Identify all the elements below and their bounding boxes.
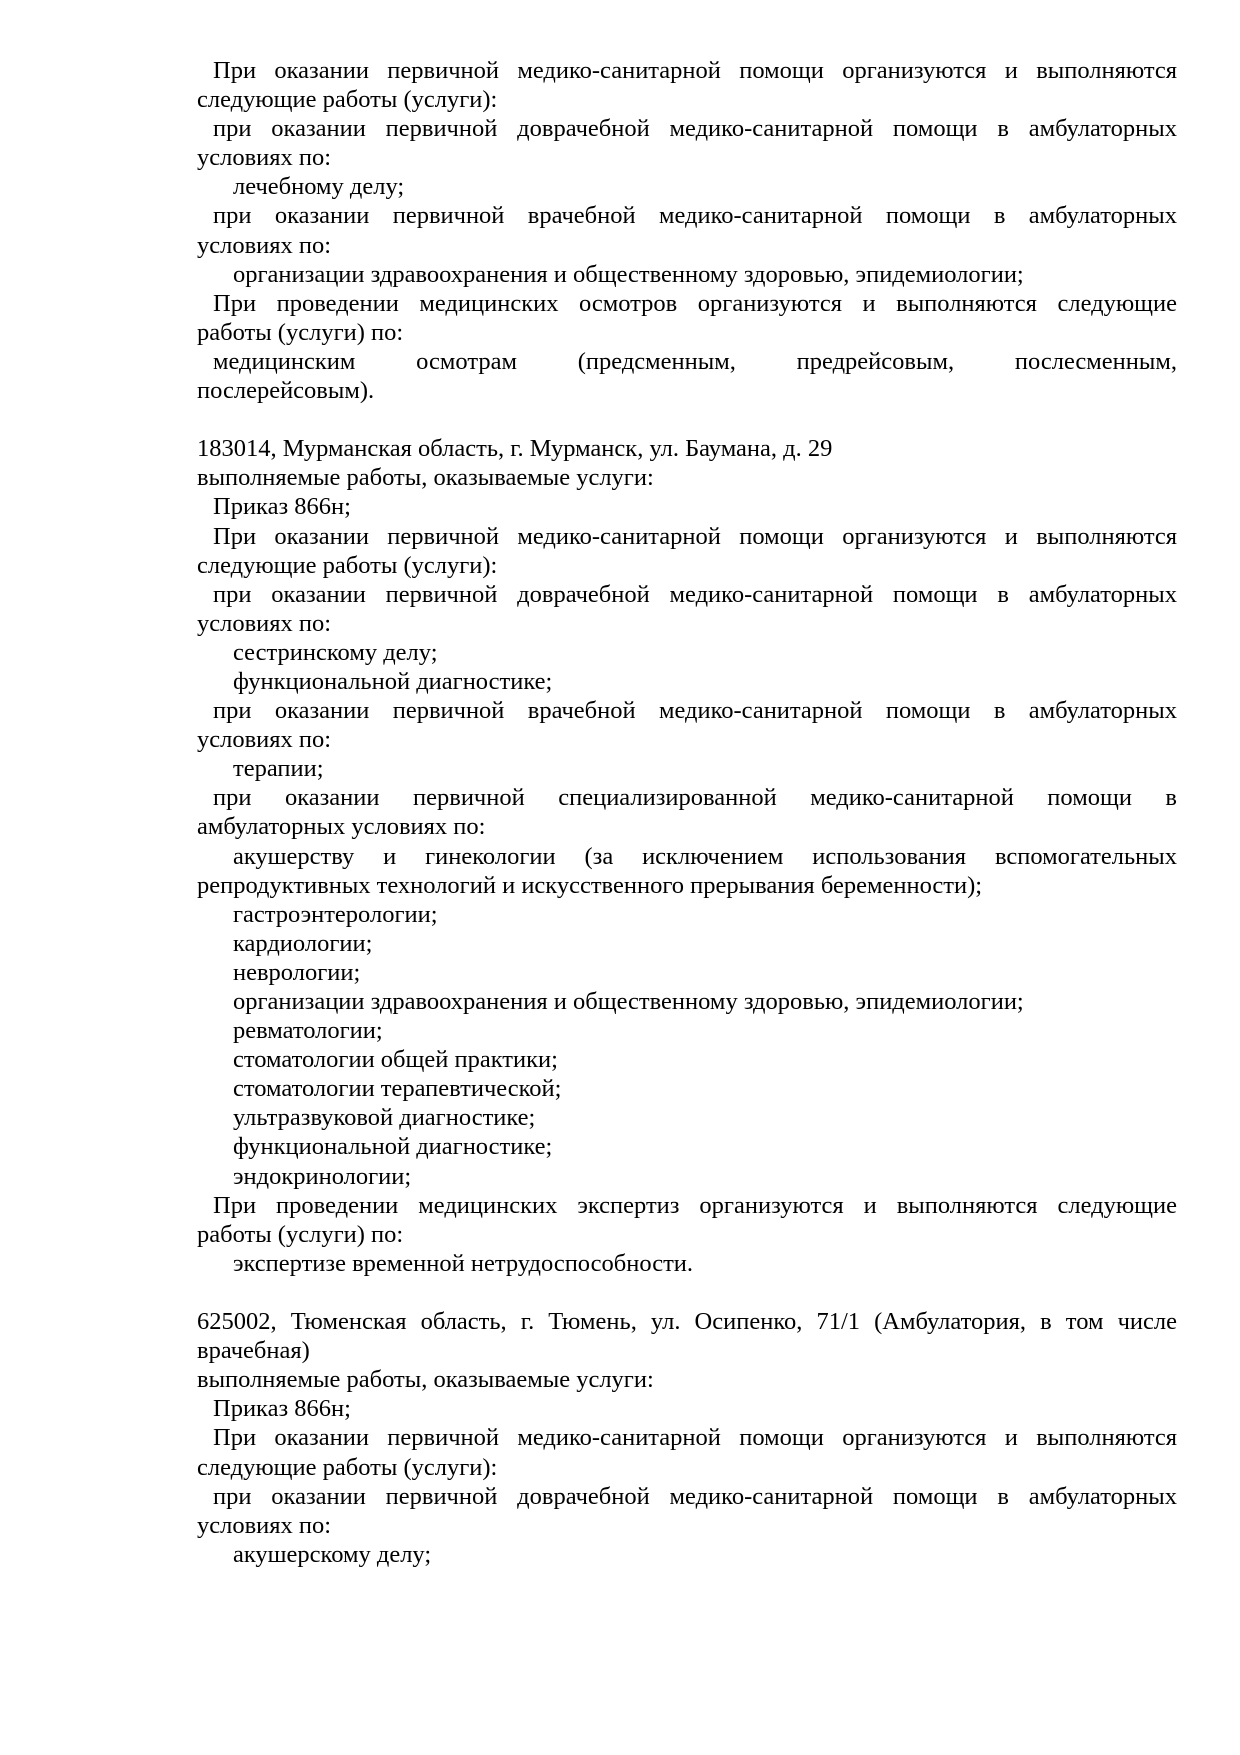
document-line: функциональной диагностике; xyxy=(233,1133,553,1161)
document-line: условиях по: xyxy=(197,726,332,754)
document-line: работы (услуги) по: xyxy=(197,1220,404,1248)
services-block-continued xyxy=(197,56,1177,405)
document-line: ревматологии; xyxy=(233,1017,383,1045)
document-line: функциональной диагностике; xyxy=(233,667,553,695)
document-line: условиях по: xyxy=(197,231,332,259)
document-line: врачебная) xyxy=(197,1337,310,1365)
document-line: условиях по: xyxy=(197,1511,332,1539)
document-line: при оказании первичной доврачебной медико-санитарной помощи в амбулаторных xyxy=(213,115,1177,143)
document-line: При оказании первичной медико-санитарной помощи организуются и выполняются xyxy=(213,57,1177,84)
document-line: работы (услуги) по: xyxy=(197,318,404,346)
document-line: 183014, Мурманская область, г. Мурманск, ул. Баумана, д. 29 xyxy=(197,435,833,463)
document-line: следующие работы (услуги): xyxy=(197,1453,498,1481)
document-line: медицинским осмотрам (предсменным, предрейсовым, послесменным, xyxy=(213,347,1177,375)
address-block-murmansk xyxy=(197,434,1177,1278)
document-line: условиях по: xyxy=(197,609,332,637)
document-line: терапии; xyxy=(233,755,324,783)
document-line: репродуктивных технологий и искусственного прерывания беременности); xyxy=(197,871,983,899)
document-line: при оказании первичной доврачебной медико-санитарной помощи в амбулаторных xyxy=(213,1482,1177,1510)
document-line: послерейсовым). xyxy=(197,377,375,405)
document-line: При оказании первичной медико-санитарной помощи организуются и выполняются xyxy=(213,1424,1177,1452)
document-line: стоматологии терапевтической; xyxy=(233,1075,562,1103)
document-line: сестринскому делу; xyxy=(233,638,438,666)
document-line: следующие работы (услуги): xyxy=(197,551,498,579)
address-block-tyumen xyxy=(197,1307,1177,1569)
document-line: амбулаторных условиях по: xyxy=(197,813,486,841)
document-body xyxy=(197,56,1177,1569)
document-line: акушерскому делу; xyxy=(233,1540,432,1568)
document-line: при оказании первичной доврачебной медико-санитарной помощи в амбулаторных xyxy=(213,580,1177,608)
document-line: организации здравоохранения и общественному здоровью, эпидемиологии; xyxy=(233,988,1024,1015)
document-line: При оказании первичной медико-санитарной помощи организуются и выполняются xyxy=(213,522,1177,550)
document-line: Приказ 866н; xyxy=(213,493,351,521)
document-line: акушерству и гинекологии (за исключением использования вспомогательных xyxy=(233,842,1177,870)
document-line: выполняемые работы, оказываемые услуги: xyxy=(197,464,654,492)
document-line: следующие работы (услуги): xyxy=(197,86,498,114)
document-line: выполняемые работы, оказываемые услуги: xyxy=(197,1366,654,1394)
document-line: кардиологии; xyxy=(233,929,373,957)
document-line: экспертизе временной нетрудоспособности. xyxy=(233,1249,694,1277)
document-line: 625002, Тюменская область, г. Тюмень, ул. Осипенко, 71/1 (Амбулатория, в том числе xyxy=(197,1308,1177,1336)
document-line: лечебному делу; xyxy=(233,173,405,201)
document-line: при оказании первичной врачебной медико-санитарной помощи в амбулаторных xyxy=(213,697,1177,725)
document-line: при оказании первичной врачебной медико-санитарной помощи в амбулаторных xyxy=(213,202,1177,230)
document-line: неврологии; xyxy=(233,958,361,986)
document-line: При проведении медицинских экспертиз организуются и выполняются следующие xyxy=(213,1191,1177,1219)
document-line: организации здравоохранения и общественному здоровью, эпидемиологии; xyxy=(233,260,1024,288)
document-line: эндокринологии; xyxy=(233,1162,412,1190)
document-line: условиях по: xyxy=(197,144,332,172)
document-line: Приказ 866н; xyxy=(213,1395,351,1423)
document-line: стоматологии общей практики; xyxy=(233,1046,558,1074)
document-line: При проведении медицинских осмотров организуются и выполняются следующие xyxy=(213,289,1177,317)
document-line: ультразвуковой диагностике; xyxy=(233,1104,536,1132)
document-line: гастроэнтерологии; xyxy=(233,900,438,928)
document-line: при оказании первичной специализированной медико-санитарной помощи в xyxy=(213,784,1177,812)
